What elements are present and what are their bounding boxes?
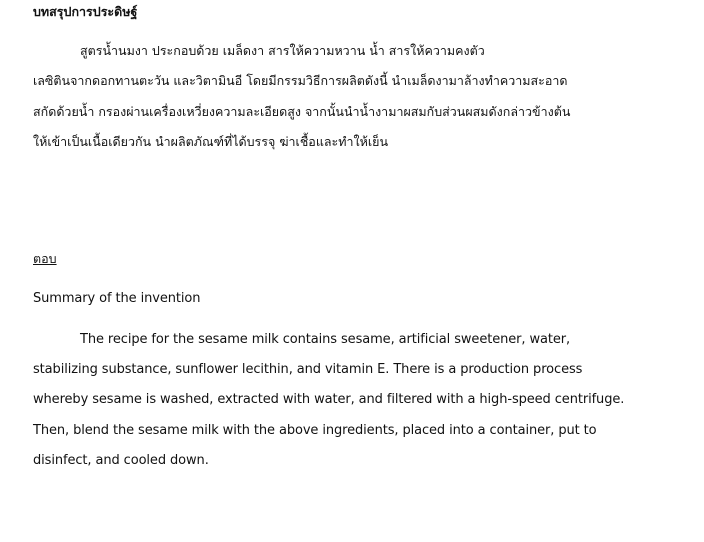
english-paragraph-line-1: The recipe for the sesame milk contains sesame, artificial sweetener, water,: [80, 332, 571, 347]
thai-paragraph-line-3: สกัดด้วยน้ำ กรองผ่านเครื่องเหวี่ยงความละเอียดสูง จากนั้นนำน้ำงามาผสมกับส่วนผสมดังกล่าวข้างต้น: [33, 104, 571, 119]
english-title: Summary of the invention: [33, 291, 201, 306]
english-paragraph-line-5: disinfect, and cooled down.: [33, 453, 209, 468]
thai-title: บทสรุปการประดิษฐ์: [33, 4, 138, 19]
thai-paragraph-line-1: สูตรน้ำนมงา ประกอบด้วย เมล็ดงา สารให้ความหวาน น้ำ สารให้ความคงตัว: [80, 43, 485, 58]
english-paragraph-line-4: Then, blend the sesame milk with the above ingredients, placed into a container, put to: [33, 423, 597, 438]
thai-paragraph-line-2: เลซิตินจากดอกทานตะวัน และวิตามินอี โดยมีกรรมวิธีการผลิตดังนี้ นำเมล็ดงามาล้างทำความสะอาด: [33, 73, 568, 88]
thai-paragraph-line-4: ให้เข้าเป็นเนื้อเดียวกัน นำผลิตภัณฑ์ที่ได้บรรจุ ฆ่าเชื้อและทำให้เย็น: [33, 134, 388, 149]
answer-label: ตอบ: [33, 251, 57, 266]
english-paragraph-line-2: stabilizing substance, sunflower lecithin, and vitamin E. There is a production process: [33, 362, 583, 377]
english-paragraph-line-3: whereby sesame is washed, extracted with water, and filtered with a high-speed centrifuge.: [33, 392, 625, 407]
